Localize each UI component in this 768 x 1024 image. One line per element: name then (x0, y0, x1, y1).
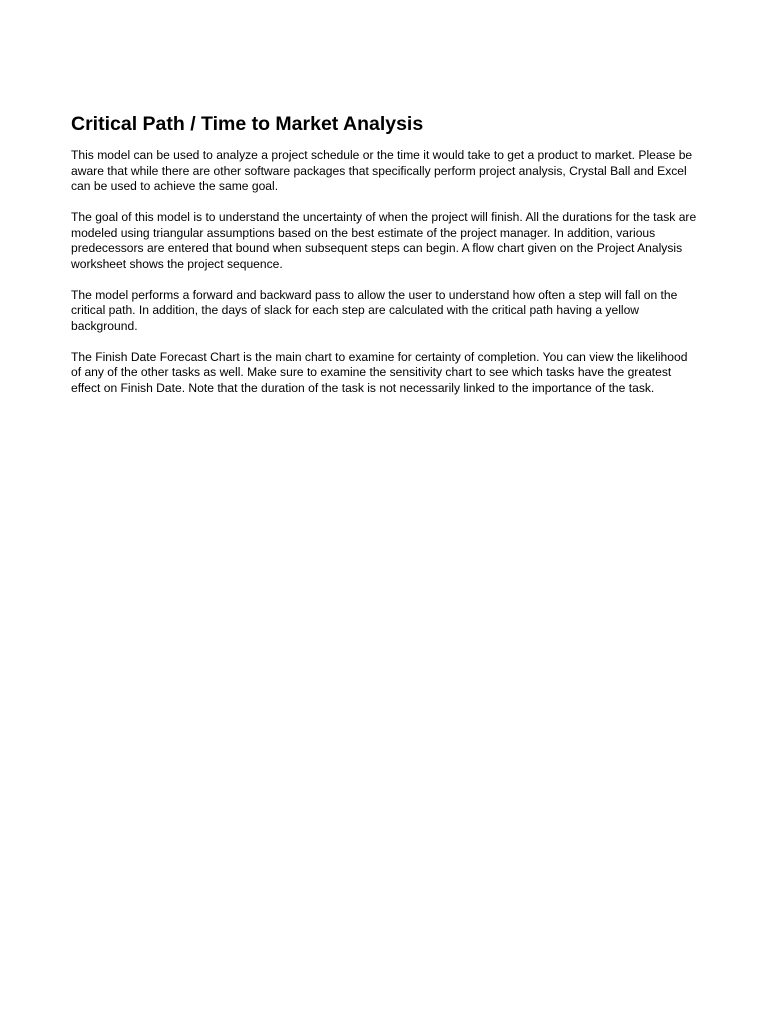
paragraph-goal: The goal of this model is to understand the uncertainty of when the project will finish. All the durations for the task are modeled using triangular assumptions based on the best estimate of the project manager. In addition, various predecessors are entered that bound when subsequent steps can begin. A flow chart given on the Project Analysis worksheet shows the project sequence. (71, 210, 697, 271)
document-body (71, 112, 699, 412)
paragraph-forward-backward-pass: The model performs a forward and backward pass to allow the user to understand how often a step will fall on the critical path. In addition, the days of slack for each step are calculated with the critical path having a yellow background. (71, 287, 678, 333)
page-title: Critical Path / Time to Market Analysis (71, 113, 424, 135)
paragraph-intro: This model can be used to analyze a project schedule or the time it would take to get a product to market. Please be aware that while there are other software packages that specifically perform project analysis, Crystal Ball and Excel can be used to achieve the same goal. (71, 148, 693, 193)
paragraph-finish-date-forecast: The Finish Date Forecast Chart is the main chart to examine for certainty of completion. You can view the likelihood of any of the other tasks as well. Make sure to examine the sensitivity chart to see which tasks have the greatest effect on Finish Date. Note that the duration of the task is not necessarily linked to the importance of the task. (71, 349, 688, 395)
